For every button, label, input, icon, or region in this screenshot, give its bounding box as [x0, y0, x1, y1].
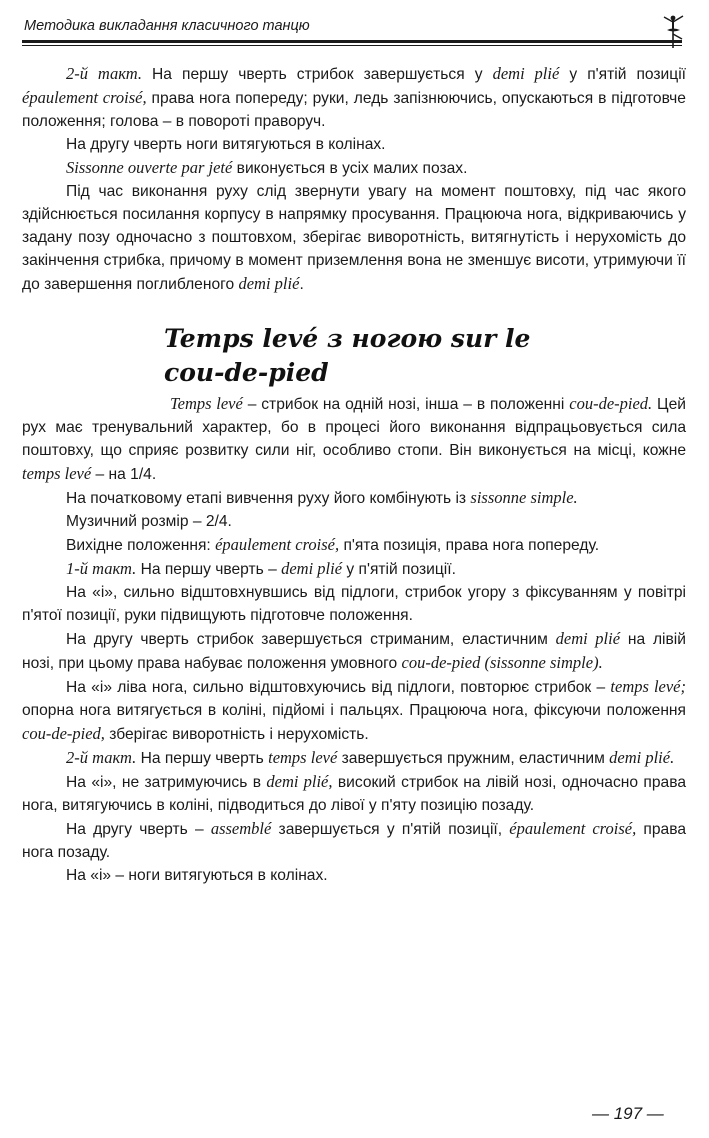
header-rule-thin [22, 45, 682, 46]
paragraph: Музичний розмір – 2/4. [66, 513, 232, 530]
paragraph: Sissonne ouverte par jeté виконується в усіх малих позах. [66, 158, 468, 177]
paragraph: На другу чверть стрибок завершується стриманим, еластичним demi plié на лівій нозі, при цьому права набуває положення умовного cou-de-pied (sissonne simple). [22, 629, 686, 672]
paragraph: 2-й такт. На першу чверть стрибок завершується у demi plié у п'ятій позиції épaulement croisé, права нога попереду; руки, ледь запізнюючись, опускаються в підготовче положення; голова – в повороті праворуч. [22, 64, 686, 130]
paragraph: 1-й такт. На першу чверть – demi plié у п'ятій позиції. [66, 559, 456, 578]
paragraph: 2-й такт. На першу чверть temps levé завершується пружним, еластичним demi plié. [66, 748, 675, 767]
paragraph: На другу чверть ноги витягуються в колінах. [66, 136, 386, 153]
page-number: — 197 — [592, 1104, 664, 1123]
paragraph: На «і» – ноги витягуються в колінах. [66, 867, 328, 884]
paragraph: Під час виконання руху слід звернути увагу на момент поштовху, під час якого здійснюється посилання корпусу в напрямку просування. Працююча нога, відкриваючись у задану позу одночасно з поштовхом, зберігає виворотність, витягнутість і нерухомість до закінчення стрибка, причому в момент приземлення вона не зменшує висоти, утримуючи її до завершення поглибленого demi plié. [22, 183, 686, 293]
ballerina-icon [658, 14, 688, 50]
page-body [22, 62, 686, 887]
running-header [22, 14, 690, 48]
paragraph: Temps levé – стрибок на одній нозі, інша – в положенні cou-de-pied. Цей рух має тренувальний характер, бо в процесі його виконання відпрацьовується сила поштовху, що сприяє розвитку сили ніг, особливо стопи. Він виконується на місці, кожне temps levé – на 1/4. [22, 394, 686, 483]
section-heading [164, 322, 686, 390]
paragraph: На другу чверть – assemblé завершується у п'ятій позиції, épaulement croisé, права нога позаду. [22, 819, 686, 861]
heading-line: Temps levé з ногою sur le [164, 324, 531, 353]
paragraph: На «і», не затримуючись в demi plié, високий стрибок на лівій нозі, одночасно права нога, витягуючись в коліні, підводиться до лівої у п'яту позицію позаду. [22, 772, 686, 814]
paragraph: На «і», сильно відштовхнувшись від підлоги, стрибок угору з фіксуванням у повітрі п'ятої позиції, руки підвищують підготовче положення. [22, 584, 686, 624]
heading-line: cou-de-pied [164, 358, 329, 387]
paragraph: На початковому етапі вивчення руху його комбінують із sissonne simple. [66, 488, 578, 507]
book-title: Методика викладання класичного танцю [24, 18, 310, 34]
header-rule-thick [22, 40, 682, 43]
paragraph: На «і» ліва нога, сильно відштовхуючись від підлоги, повторює стрибок – temps levé; опорна нога витягується в коліні, підйомі і пальцях. Працююча нога, фіксуючи положення cou-de-pied, зберігає виворотність і нерухомість. [22, 677, 687, 743]
paragraph: Вихідне положення: épaulement croisé, п'ята позиція, права нога попереду. [66, 535, 600, 554]
